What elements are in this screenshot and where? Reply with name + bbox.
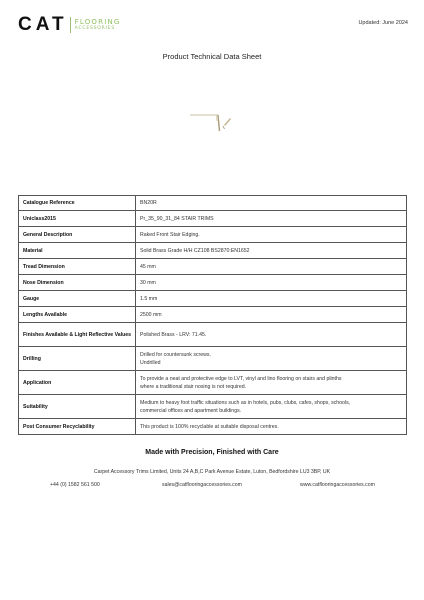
spec-value-line: 30 mm (140, 279, 156, 286)
company-logo (18, 14, 121, 36)
spec-value-line: 1.5 mm (140, 295, 158, 302)
logo-line-2: ACCESSORIES (74, 25, 115, 31)
spec-row (19, 227, 407, 243)
spec-label: General Description (19, 227, 136, 243)
spec-row (19, 419, 407, 435)
spec-row (19, 291, 407, 307)
footer-address: Carpet Accessory Trims Limited, Units 24 A,B,C Park Avenue Estate, Luton, Bedfordshire LU3 3BP, UK (93, 469, 331, 475)
spec-value (136, 291, 407, 307)
spec-label: Finishes Available & Light Reflective Values (19, 323, 136, 347)
spec-value (136, 211, 407, 227)
spec-row (19, 196, 407, 211)
spec-value (136, 275, 407, 291)
spec-value (136, 323, 407, 347)
spec-value-line: Undrilled (140, 359, 161, 366)
updated-date: Updated: June 2024 (358, 20, 408, 26)
spec-value (136, 347, 407, 371)
spec-label: Catalogue Reference (19, 196, 136, 211)
spec-value (136, 419, 407, 435)
footer-tagline: Made with Precision, Finished with Care (145, 449, 279, 456)
spec-value-line: where a traditional stair nosing is not required. (140, 383, 247, 390)
logo-wordmark: CAT (18, 14, 68, 35)
spec-label: Application (19, 371, 136, 395)
footer-website-link[interactable]: www.catflooringaccessories.com (300, 482, 375, 488)
spec-row (19, 371, 407, 395)
spec-value-line: 2500 mm (140, 311, 162, 318)
spec-value (136, 259, 407, 275)
footer-phone: +44 (0) 1582 561 500 (50, 482, 100, 488)
spec-row (19, 347, 407, 371)
spec-row (19, 243, 407, 259)
page-title: Product Technical Data Sheet (162, 52, 262, 61)
spec-value-line: To provide a neat and protective edge to LVT, vinyl and lino flooring on stairs and plinths (140, 375, 342, 382)
spec-value-line: Medium to heavy foot traffic situations such as in hotels, pubs, clubs, cafes, shops, schools, (140, 399, 351, 406)
logo-line-1: FLOORING (74, 17, 121, 26)
spec-row (19, 275, 407, 291)
page-header (18, 14, 408, 36)
spec-label: Nose Dimension (19, 275, 136, 291)
spec-label: Material (19, 243, 136, 259)
spec-label: Gauge (19, 291, 136, 307)
spec-table (18, 195, 407, 435)
spec-value (136, 227, 407, 243)
spec-value (136, 243, 407, 259)
spec-row (19, 259, 407, 275)
spec-value-line: Polished Brass - LRV: 71.45. (140, 331, 207, 338)
spec-label: Drilling (19, 347, 136, 371)
spec-row (19, 323, 407, 347)
spec-value (136, 307, 407, 323)
spec-value-line: Raked Front Stair Edging. (140, 231, 200, 238)
spec-label: Uniclass2015 (19, 211, 136, 227)
logo-subtitle (75, 19, 121, 32)
spec-value-line: BN20R (140, 200, 157, 206)
spec-value-line: commercial offices and apartment buildings. (140, 407, 242, 414)
spec-label: Lengths Available (19, 307, 136, 323)
spec-value-line: This product is 100% recyclable at suitable disposal centres. (140, 423, 279, 430)
spec-value-line: 45 mm (140, 263, 156, 270)
spec-label: Suitability (19, 395, 136, 419)
spec-value-line: Drilled for countersunk screws. (140, 351, 211, 358)
spec-row (19, 307, 407, 323)
spec-value-line: Pr_35_90_31_84 STAIR TRIMS (140, 215, 214, 222)
spec-value (136, 371, 407, 395)
logo-divider (70, 17, 71, 33)
spec-row (19, 211, 407, 227)
spec-value (136, 395, 407, 419)
spec-value-line: Solid Brass Grade H/H CZ108 BS2870:EN1652 (140, 247, 250, 254)
spec-label: Post Consumer Recyclability (19, 419, 136, 435)
spec-row (19, 395, 407, 419)
spec-value (136, 196, 407, 211)
footer-email-link[interactable]: sales@catflooringaccessories.com (162, 482, 242, 488)
spec-label: Tread Dimension (19, 259, 136, 275)
stair-edging-product-image (184, 106, 244, 136)
